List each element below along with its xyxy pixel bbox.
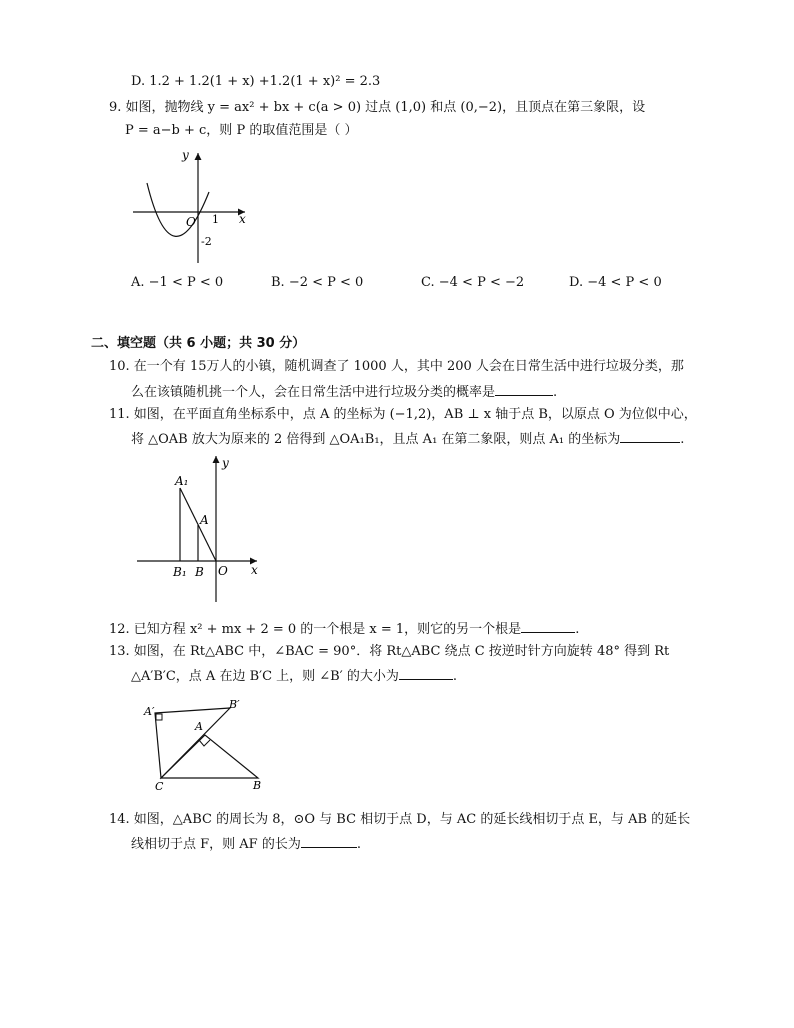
q9-choice-c: C. −4 < P < −2 bbox=[421, 275, 525, 290]
q11-label-y: y bbox=[222, 456, 229, 470]
q9-choice-a: A. −1 < P < 0 bbox=[131, 275, 224, 290]
q11-label-a: A bbox=[200, 513, 209, 527]
q11-label-x: x bbox=[251, 563, 258, 577]
q8-option-d: D. 1.2 + 1.2(1 + x) +1.2(1 + x)² = 2.3 bbox=[131, 74, 381, 89]
q14-stem-text: 线相切于点 F，则 AF 的长为 bbox=[131, 837, 301, 852]
q10-stem-text: 么在该镇随机挑一个人，会在日常生活中进行垃圾分类的概率是 bbox=[131, 385, 496, 400]
q11-period: . bbox=[680, 432, 685, 447]
q13-label-a-prime: A′ bbox=[144, 705, 155, 718]
q13-stem-line2 bbox=[131, 667, 457, 686]
q13-triangle-figure bbox=[140, 698, 270, 793]
q9-label-neg2: -2 bbox=[201, 235, 212, 248]
q11-label-a1: A₁ bbox=[175, 474, 189, 488]
q13-label-a: A bbox=[195, 720, 203, 733]
q9-stem-line1: 9. 如图，抛物线 y = ax² + bx + c(a > 0) 过点 (1,0) 和点 (0,−2)，且顶点在第三象限，设 bbox=[109, 100, 646, 115]
q13-label-b-prime: B′ bbox=[229, 698, 240, 711]
q13-answer-blank bbox=[399, 667, 453, 680]
q9-label-origin: O bbox=[186, 215, 196, 229]
q13-stem-line1: 13. 如图，在 Rt△ABC 中，∠BAC = 90°．将 Rt△ABC 绕点 C 按逆时针方向旋转 48° 得到 Rt bbox=[109, 644, 670, 659]
q9-label-y: y bbox=[182, 148, 189, 162]
q9-stem-line2: P = a−b + c，则 P 的取值范围是（ ） bbox=[125, 123, 358, 138]
q9-choice-d: D. −4 < P < 0 bbox=[569, 275, 662, 290]
q9-label-x: x bbox=[239, 212, 246, 226]
q13-right-angle-a bbox=[199, 740, 210, 746]
section2-title: 二、填空题（共 6 小题；共 30 分） bbox=[91, 336, 306, 351]
q11-label-b: B bbox=[195, 565, 204, 579]
q12-stem-line1 bbox=[109, 620, 579, 639]
q13-stem-text: △A′B′C，点 A 在边 B′C 上，则 ∠B′ 的大小为 bbox=[131, 669, 399, 684]
q11-stem-line2 bbox=[131, 430, 684, 449]
q9-choice-b: B. −2 < P < 0 bbox=[271, 275, 364, 290]
q11-label-b1: B₁ bbox=[173, 565, 187, 579]
q10-stem-line2 bbox=[131, 383, 557, 402]
q13-period: . bbox=[452, 669, 457, 684]
q11-stem-text: 将 △OAB 放大为原来的 2 倍得到 △OA₁B₁，且点 A₁ 在第二象限，则点 A₁ 的坐标为 bbox=[131, 432, 621, 447]
q13-triangle-abc bbox=[161, 735, 258, 778]
q14-stem-line1: 14. 如图，△ABC 的周长为 8，⊙O 与 BC 相切于点 D，与 AC 的延长线相切于点 E，与 AB 的延长 bbox=[109, 812, 691, 827]
q11-label-o: O bbox=[218, 564, 228, 578]
q9-parabola-figure bbox=[125, 145, 255, 265]
q12-stem-text: 12. 已知方程 x² + mx + 2 = 0 的一个根是 x = 1，则它的另一个根是 bbox=[109, 622, 522, 637]
q11-stem-line1: 11. 如图，在平面直角坐标系中，点 A 的坐标为 (−1,2)，AB ⊥ x 轴于点 B，以原点 O 为位似中心， bbox=[109, 407, 697, 422]
q13-label-b: B bbox=[253, 779, 262, 792]
q11-coordinate-figure bbox=[135, 452, 265, 607]
q13-right-angle-a-prime bbox=[156, 714, 162, 720]
q10-period: . bbox=[553, 385, 558, 400]
q13-triangle-a-prime-b-prime-c bbox=[155, 708, 230, 778]
q12-answer-blank bbox=[521, 620, 575, 633]
q11-answer-blank bbox=[620, 430, 680, 443]
q10-answer-blank bbox=[495, 383, 553, 396]
q9-parabola bbox=[147, 183, 209, 236]
q14-answer-blank bbox=[301, 835, 357, 848]
q14-stem-line2 bbox=[131, 835, 361, 854]
q10-stem-line1: 10. 在一个有 15万人的小镇，随机调查了 1000 人，其中 200 人会在日常生活中进行垃圾分类，那 bbox=[109, 359, 684, 374]
q14-period: . bbox=[356, 837, 361, 852]
q9-label-one: 1 bbox=[212, 213, 219, 226]
q13-label-c: C bbox=[155, 780, 164, 793]
q12-period: . bbox=[575, 622, 580, 637]
